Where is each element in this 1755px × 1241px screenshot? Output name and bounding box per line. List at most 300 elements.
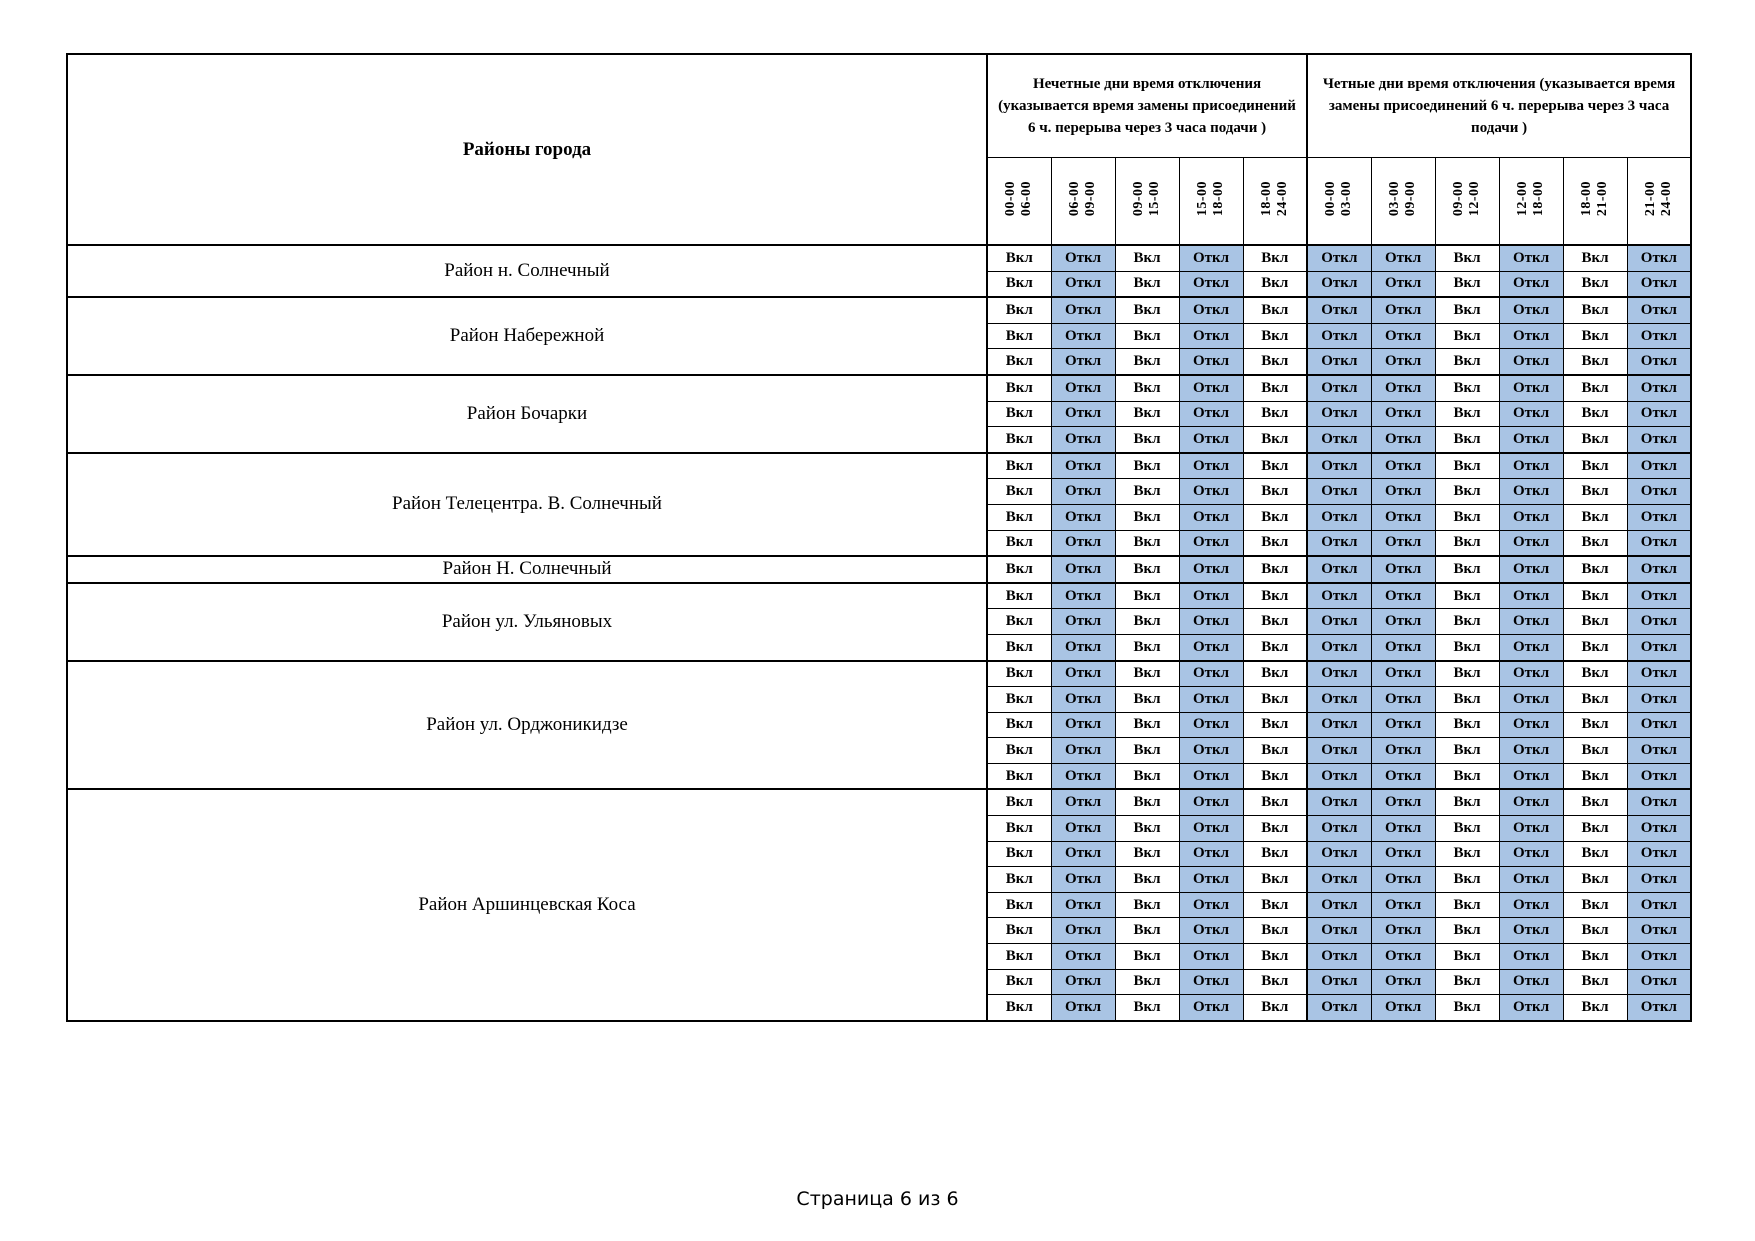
status-off-cell: Откл (1307, 401, 1371, 427)
status-off-cell: Откл (1051, 556, 1115, 583)
district-name: Район Телецентра. В. Солнечный (67, 453, 987, 556)
status-off-cell: Откл (1499, 609, 1563, 635)
status-on-cell: Вкл (1563, 609, 1627, 635)
status-on-cell: Вкл (1115, 375, 1179, 401)
status-off-cell: Откл (1179, 375, 1243, 401)
status-on-cell: Вкл (1435, 583, 1499, 609)
status-on-cell: Вкл (987, 661, 1051, 687)
status-off-cell: Откл (1627, 789, 1691, 815)
status-off-cell: Откл (1499, 892, 1563, 918)
status-off-cell: Откл (1499, 661, 1563, 687)
status-off-cell: Откл (1371, 969, 1435, 995)
status-on-cell: Вкл (1435, 789, 1499, 815)
status-on-cell: Вкл (987, 789, 1051, 815)
status-on-cell: Вкл (1563, 687, 1627, 713)
status-off-cell: Откл (1179, 453, 1243, 479)
status-off-cell: Откл (1179, 583, 1243, 609)
status-off-cell: Откл (1627, 323, 1691, 349)
status-on-cell: Вкл (1243, 401, 1307, 427)
status-off-cell: Откл (1051, 401, 1115, 427)
status-on-cell: Вкл (1435, 245, 1499, 271)
status-on-cell: Вкл (987, 479, 1051, 505)
status-off-cell: Откл (1371, 867, 1435, 893)
status-on-cell: Вкл (1563, 245, 1627, 271)
status-on-cell: Вкл (1435, 479, 1499, 505)
status-on-cell: Вкл (1435, 634, 1499, 660)
status-on-cell: Вкл (1115, 944, 1179, 970)
status-off-cell: Откл (1051, 944, 1115, 970)
status-off-cell: Откл (1499, 453, 1563, 479)
status-on-cell: Вкл (1115, 271, 1179, 297)
status-off-cell: Откл (1499, 530, 1563, 556)
status-off-cell: Откл (1499, 841, 1563, 867)
status-on-cell: Вкл (1563, 401, 1627, 427)
status-off-cell: Откл (1499, 479, 1563, 505)
status-off-cell: Откл (1051, 504, 1115, 530)
status-off-cell: Откл (1499, 738, 1563, 764)
status-on-cell: Вкл (1435, 712, 1499, 738)
status-on-cell: Вкл (1115, 918, 1179, 944)
status-on-cell: Вкл (1563, 530, 1627, 556)
status-off-cell: Откл (1307, 841, 1371, 867)
district-name: Район Н. Солнечный (67, 556, 987, 583)
status-off-cell: Откл (1051, 995, 1115, 1021)
status-off-cell: Откл (1371, 245, 1435, 271)
status-on-cell: Вкл (1243, 530, 1307, 556)
status-off-cell: Откл (1051, 867, 1115, 893)
even-interval-header (1371, 158, 1435, 246)
status-on-cell: Вкл (1243, 556, 1307, 583)
status-off-cell: Откл (1179, 323, 1243, 349)
even-interval-header (1435, 158, 1499, 246)
status-on-cell: Вкл (987, 995, 1051, 1021)
status-on-cell: Вкл (1115, 401, 1179, 427)
status-off-cell: Откл (1371, 841, 1435, 867)
status-on-cell: Вкл (987, 504, 1051, 530)
status-off-cell: Откл (1371, 504, 1435, 530)
status-off-cell: Откл (1179, 556, 1243, 583)
district-name: Район Бочарки (67, 375, 987, 453)
status-off-cell: Откл (1627, 297, 1691, 323)
status-off-cell: Откл (1179, 401, 1243, 427)
status-on-cell: Вкл (1115, 583, 1179, 609)
status-off-cell: Откл (1051, 245, 1115, 271)
status-off-cell: Откл (1499, 918, 1563, 944)
status-on-cell: Вкл (1563, 297, 1627, 323)
status-off-cell: Откл (1051, 789, 1115, 815)
status-off-cell: Откл (1371, 583, 1435, 609)
status-off-cell: Откл (1499, 634, 1563, 660)
status-off-cell: Откл (1627, 918, 1691, 944)
status-off-cell: Откл (1371, 687, 1435, 713)
odd-interval-header (1115, 158, 1179, 246)
status-off-cell: Откл (1051, 687, 1115, 713)
status-off-cell: Откл (1179, 841, 1243, 867)
status-off-cell: Откл (1371, 530, 1435, 556)
status-on-cell: Вкл (1115, 453, 1179, 479)
status-on-cell: Вкл (1115, 349, 1179, 375)
status-off-cell: Откл (1307, 504, 1371, 530)
status-off-cell: Откл (1371, 738, 1435, 764)
status-off-cell: Откл (1499, 375, 1563, 401)
status-on-cell: Вкл (1563, 969, 1627, 995)
status-off-cell: Откл (1179, 609, 1243, 635)
status-off-cell: Откл (1371, 816, 1435, 842)
page-number: Страница 6 из 6 (796, 1188, 959, 1210)
status-off-cell: Откл (1499, 969, 1563, 995)
status-off-cell: Откл (1371, 609, 1435, 635)
district-name: Район Аршинцевская Коса (67, 789, 987, 1020)
status-off-cell: Откл (1499, 583, 1563, 609)
status-on-cell: Вкл (1563, 892, 1627, 918)
status-on-cell: Вкл (1243, 297, 1307, 323)
table-row (67, 661, 1691, 687)
status-on-cell: Вкл (1115, 323, 1179, 349)
interval-label: 18-00 24-00 (1258, 180, 1290, 217)
status-off-cell: Откл (1051, 530, 1115, 556)
status-on-cell: Вкл (1243, 944, 1307, 970)
status-off-cell: Откл (1051, 816, 1115, 842)
status-off-cell: Откл (1499, 763, 1563, 789)
status-on-cell: Вкл (1115, 427, 1179, 453)
status-off-cell: Откл (1371, 634, 1435, 660)
status-off-cell: Откл (1307, 918, 1371, 944)
status-on-cell: Вкл (987, 816, 1051, 842)
status-off-cell: Откл (1307, 867, 1371, 893)
status-on-cell: Вкл (1563, 453, 1627, 479)
status-off-cell: Откл (1051, 297, 1115, 323)
status-on-cell: Вкл (1115, 297, 1179, 323)
status-off-cell: Откл (1307, 453, 1371, 479)
status-on-cell: Вкл (1563, 712, 1627, 738)
status-on-cell: Вкл (1563, 816, 1627, 842)
status-off-cell: Откл (1371, 401, 1435, 427)
status-on-cell: Вкл (987, 892, 1051, 918)
status-on-cell: Вкл (1563, 995, 1627, 1021)
status-on-cell: Вкл (1115, 816, 1179, 842)
status-off-cell: Откл (1371, 271, 1435, 297)
status-off-cell: Откл (1179, 892, 1243, 918)
status-off-cell: Откл (1307, 297, 1371, 323)
status-off-cell: Откл (1627, 738, 1691, 764)
status-off-cell: Откл (1627, 556, 1691, 583)
interval-label: 00-00 03-00 (1323, 180, 1355, 217)
status-off-cell: Откл (1051, 271, 1115, 297)
status-on-cell: Вкл (1243, 634, 1307, 660)
status-on-cell: Вкл (1435, 969, 1499, 995)
status-off-cell: Откл (1307, 349, 1371, 375)
status-off-cell: Откл (1179, 816, 1243, 842)
status-off-cell: Откл (1499, 712, 1563, 738)
status-off-cell: Откл (1627, 609, 1691, 635)
table-row (67, 789, 1691, 815)
status-on-cell: Вкл (1563, 349, 1627, 375)
status-off-cell: Откл (1307, 323, 1371, 349)
interval-label: 12-00 18-00 (1515, 180, 1547, 217)
status-off-cell: Откл (1179, 504, 1243, 530)
status-on-cell: Вкл (1243, 712, 1307, 738)
status-on-cell: Вкл (987, 323, 1051, 349)
status-off-cell: Откл (1627, 427, 1691, 453)
table-row (67, 297, 1691, 323)
status-off-cell: Откл (1499, 995, 1563, 1021)
status-off-cell: Откл (1179, 479, 1243, 505)
status-off-cell: Откл (1179, 634, 1243, 660)
status-off-cell: Откл (1371, 918, 1435, 944)
status-off-cell: Откл (1051, 479, 1115, 505)
status-on-cell: Вкл (1243, 687, 1307, 713)
status-off-cell: Откл (1179, 995, 1243, 1021)
status-off-cell: Откл (1371, 892, 1435, 918)
status-on-cell: Вкл (1435, 427, 1499, 453)
status-on-cell: Вкл (1435, 375, 1499, 401)
district-name: Район ул. Ульяновых (67, 583, 987, 661)
status-on-cell: Вкл (1563, 867, 1627, 893)
status-on-cell: Вкл (1435, 323, 1499, 349)
even-days-header: Четные дни время отключения (указывается время замены присоединений 6 ч. перерыва через 3 часа подачи ) (1307, 54, 1691, 158)
status-off-cell: Откл (1627, 349, 1691, 375)
districts-column-header: Районы города (67, 54, 987, 245)
status-on-cell: Вкл (1435, 556, 1499, 583)
status-off-cell: Откл (1307, 944, 1371, 970)
even-interval-header (1307, 158, 1371, 246)
interval-label: 09-00 12-00 (1451, 180, 1483, 217)
status-off-cell: Откл (1371, 323, 1435, 349)
status-off-cell: Откл (1371, 297, 1435, 323)
status-on-cell: Вкл (1243, 738, 1307, 764)
status-off-cell: Откл (1499, 271, 1563, 297)
status-off-cell: Откл (1371, 427, 1435, 453)
status-off-cell: Откл (1307, 427, 1371, 453)
status-off-cell: Откл (1371, 789, 1435, 815)
status-on-cell: Вкл (1435, 738, 1499, 764)
status-on-cell: Вкл (987, 556, 1051, 583)
status-on-cell: Вкл (1115, 763, 1179, 789)
status-off-cell: Откл (1499, 867, 1563, 893)
status-off-cell: Откл (1371, 661, 1435, 687)
status-off-cell: Откл (1051, 969, 1115, 995)
status-on-cell: Вкл (1115, 969, 1179, 995)
status-on-cell: Вкл (1435, 453, 1499, 479)
status-on-cell: Вкл (1115, 867, 1179, 893)
status-on-cell: Вкл (1435, 816, 1499, 842)
status-on-cell: Вкл (1435, 995, 1499, 1021)
status-off-cell: Откл (1179, 271, 1243, 297)
status-on-cell: Вкл (1243, 271, 1307, 297)
status-on-cell: Вкл (1115, 661, 1179, 687)
status-on-cell: Вкл (1243, 789, 1307, 815)
status-on-cell: Вкл (1115, 841, 1179, 867)
status-off-cell: Откл (1179, 661, 1243, 687)
status-on-cell: Вкл (1115, 530, 1179, 556)
status-on-cell: Вкл (1115, 738, 1179, 764)
status-on-cell: Вкл (1563, 789, 1627, 815)
status-on-cell: Вкл (1243, 995, 1307, 1021)
status-off-cell: Откл (1051, 712, 1115, 738)
status-off-cell: Откл (1371, 556, 1435, 583)
status-on-cell: Вкл (1115, 892, 1179, 918)
status-on-cell: Вкл (987, 634, 1051, 660)
status-off-cell: Откл (1307, 530, 1371, 556)
status-off-cell: Откл (1627, 583, 1691, 609)
status-off-cell: Откл (1179, 530, 1243, 556)
status-on-cell: Вкл (1563, 375, 1627, 401)
interval-label: 00-00 06-00 (1003, 180, 1035, 217)
status-on-cell: Вкл (1243, 349, 1307, 375)
status-on-cell: Вкл (1115, 609, 1179, 635)
district-name: Район н. Солнечный (67, 245, 987, 297)
status-off-cell: Откл (1627, 995, 1691, 1021)
status-off-cell: Откл (1627, 453, 1691, 479)
status-on-cell: Вкл (1243, 918, 1307, 944)
status-on-cell: Вкл (987, 583, 1051, 609)
table-row (67, 245, 1691, 271)
status-on-cell: Вкл (1243, 479, 1307, 505)
status-off-cell: Откл (1307, 583, 1371, 609)
status-off-cell: Откл (1627, 816, 1691, 842)
table-row (67, 583, 1691, 609)
status-off-cell: Откл (1627, 763, 1691, 789)
status-off-cell: Откл (1499, 944, 1563, 970)
status-on-cell: Вкл (1563, 583, 1627, 609)
status-off-cell: Откл (1307, 375, 1371, 401)
interval-label: 15-00 18-00 (1195, 180, 1226, 217)
status-on-cell: Вкл (1435, 687, 1499, 713)
status-on-cell: Вкл (1563, 427, 1627, 453)
status-off-cell: Откл (1307, 969, 1371, 995)
status-on-cell: Вкл (1115, 687, 1179, 713)
status-on-cell: Вкл (1435, 892, 1499, 918)
status-off-cell: Откл (1179, 687, 1243, 713)
status-on-cell: Вкл (987, 245, 1051, 271)
status-on-cell: Вкл (1563, 479, 1627, 505)
status-on-cell: Вкл (987, 349, 1051, 375)
status-off-cell: Откл (1307, 816, 1371, 842)
status-off-cell: Откл (1051, 453, 1115, 479)
status-on-cell: Вкл (987, 375, 1051, 401)
status-on-cell: Вкл (987, 271, 1051, 297)
status-on-cell: Вкл (987, 867, 1051, 893)
status-off-cell: Откл (1307, 609, 1371, 635)
status-on-cell: Вкл (1563, 738, 1627, 764)
status-on-cell: Вкл (1563, 841, 1627, 867)
outage-schedule-table (66, 53, 1692, 1022)
status-on-cell: Вкл (987, 427, 1051, 453)
status-on-cell: Вкл (987, 738, 1051, 764)
status-on-cell: Вкл (1563, 323, 1627, 349)
status-on-cell: Вкл (1563, 504, 1627, 530)
status-off-cell: Откл (1051, 738, 1115, 764)
status-off-cell: Откл (1499, 789, 1563, 815)
status-on-cell: Вкл (1243, 661, 1307, 687)
status-on-cell: Вкл (1435, 918, 1499, 944)
status-off-cell: Откл (1627, 271, 1691, 297)
status-off-cell: Откл (1627, 661, 1691, 687)
status-on-cell: Вкл (1243, 841, 1307, 867)
status-off-cell: Откл (1051, 918, 1115, 944)
status-on-cell: Вкл (987, 944, 1051, 970)
status-off-cell: Откл (1371, 349, 1435, 375)
status-off-cell: Откл (1307, 661, 1371, 687)
status-on-cell: Вкл (1435, 944, 1499, 970)
status-on-cell: Вкл (1243, 504, 1307, 530)
status-on-cell: Вкл (987, 918, 1051, 944)
status-on-cell: Вкл (1243, 375, 1307, 401)
status-off-cell: Откл (1499, 297, 1563, 323)
status-on-cell: Вкл (1115, 995, 1179, 1021)
status-off-cell: Откл (1307, 738, 1371, 764)
status-off-cell: Откл (1307, 479, 1371, 505)
status-off-cell: Откл (1371, 479, 1435, 505)
table-row (67, 453, 1691, 479)
status-off-cell: Откл (1627, 969, 1691, 995)
status-on-cell: Вкл (1563, 271, 1627, 297)
table-row (67, 375, 1691, 401)
status-off-cell: Откл (1179, 712, 1243, 738)
status-on-cell: Вкл (1435, 841, 1499, 867)
status-on-cell: Вкл (987, 712, 1051, 738)
status-on-cell: Вкл (987, 453, 1051, 479)
status-on-cell: Вкл (1243, 245, 1307, 271)
status-off-cell: Откл (1371, 712, 1435, 738)
status-on-cell: Вкл (1435, 271, 1499, 297)
status-on-cell: Вкл (1243, 816, 1307, 842)
status-off-cell: Откл (1051, 323, 1115, 349)
status-on-cell: Вкл (987, 297, 1051, 323)
status-on-cell: Вкл (1435, 504, 1499, 530)
interval-label: 18-00 21-00 (1579, 180, 1611, 217)
status-on-cell: Вкл (1563, 556, 1627, 583)
status-on-cell: Вкл (1435, 401, 1499, 427)
status-off-cell: Откл (1627, 401, 1691, 427)
status-on-cell: Вкл (1563, 763, 1627, 789)
status-off-cell: Откл (1371, 375, 1435, 401)
status-off-cell: Откл (1307, 271, 1371, 297)
status-on-cell: Вкл (1243, 763, 1307, 789)
status-off-cell: Откл (1179, 763, 1243, 789)
status-off-cell: Откл (1627, 245, 1691, 271)
status-off-cell: Откл (1307, 763, 1371, 789)
odd-interval-header (987, 158, 1051, 246)
status-on-cell: Вкл (1243, 609, 1307, 635)
status-off-cell: Откл (1499, 816, 1563, 842)
status-on-cell: Вкл (1115, 712, 1179, 738)
status-on-cell: Вкл (1115, 634, 1179, 660)
status-on-cell: Вкл (987, 969, 1051, 995)
interval-label: 06-00 09-00 (1067, 180, 1098, 217)
odd-interval-header (1051, 158, 1115, 246)
odd-interval-header (1179, 158, 1243, 246)
status-off-cell: Откл (1051, 661, 1115, 687)
status-off-cell: Откл (1307, 634, 1371, 660)
status-off-cell: Откл (1179, 427, 1243, 453)
status-on-cell: Вкл (1563, 944, 1627, 970)
status-on-cell: Вкл (1563, 918, 1627, 944)
status-on-cell: Вкл (1115, 789, 1179, 815)
status-off-cell: Откл (1499, 323, 1563, 349)
status-off-cell: Откл (1179, 867, 1243, 893)
status-off-cell: Откл (1179, 349, 1243, 375)
status-off-cell: Откл (1371, 763, 1435, 789)
status-on-cell: Вкл (1563, 634, 1627, 660)
status-off-cell: Откл (1627, 841, 1691, 867)
status-off-cell: Откл (1051, 841, 1115, 867)
status-off-cell: Откл (1051, 763, 1115, 789)
status-off-cell: Откл (1627, 375, 1691, 401)
table-row (67, 556, 1691, 583)
status-off-cell: Откл (1499, 687, 1563, 713)
status-off-cell: Откл (1179, 944, 1243, 970)
